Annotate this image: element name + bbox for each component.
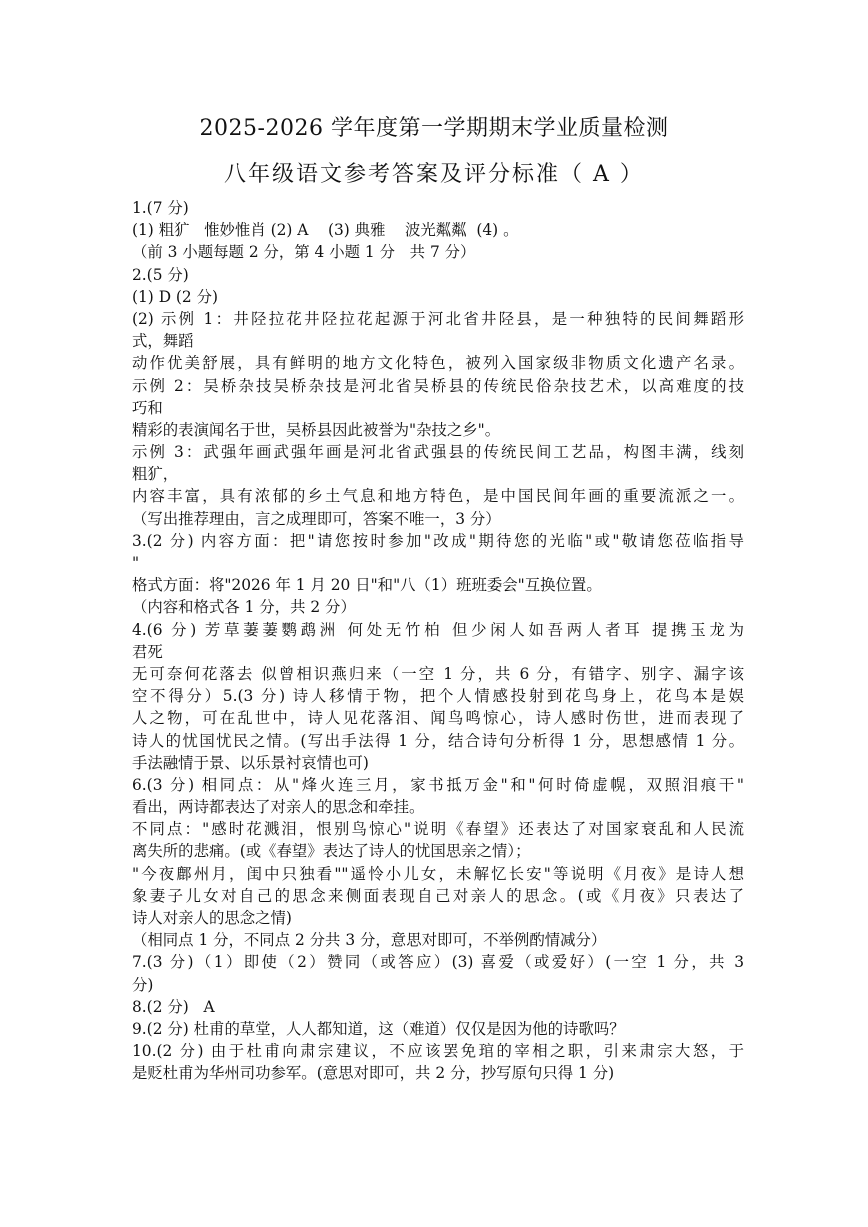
answer-line: 10.(2 分) 由于杜甫向肃宗建议，不应该罢免琯的宰相之职，引来肃宗大怒，于: [132, 1042, 744, 1061]
answer-line: 1.(7 分): [132, 199, 189, 217]
answer-line: （前 3 小题每题 2 分，第 4 小题 1 分 共 7 分）: [132, 243, 476, 262]
answer-line: 示例 2：吴桥杂技吴桥杂技是河北省吴桥县的传统民俗杂技艺术，以高难度的技: [132, 376, 744, 395]
answer-line: 粗犷，: [132, 465, 179, 484]
answer-line: 象妻子儿女对自己的思念来侧面表现自己对亲人的思念。(或《月夜》只表达了: [132, 886, 744, 905]
answer-line: 动作优美舒展，具有鲜明的地方文化特色，被列入国家级非物质文化遗产名录。: [132, 354, 744, 373]
answer-body: [132, 197, 744, 1085]
answer-line: 分): [132, 975, 154, 994]
answer-line: (1) 粗犷 惟妙惟肖 (2) A (3) 典雅 波光粼粼 (4) 。: [132, 221, 519, 240]
answer-line: ": [132, 554, 140, 572]
answer-line: 内容丰富，具有浓郁的乡土气息和地方特色，是中国民间年画的重要流派之一。: [132, 487, 744, 506]
answer-line: 君死: [132, 642, 163, 661]
answer-line: 9.(2 分) 杜甫的草堂，人人都知道，这（难道）仅仅是因为他的诗歌吗？: [132, 1019, 625, 1038]
answer-line: （内容和格式各 1 分，共 2 分）: [132, 598, 356, 617]
answer-line: （相同点 1 分，不同点 2 分共 3 分，意思对即可，不举例酌情减分）: [132, 931, 607, 950]
answer-line: 诗人对亲人的思念之情): [132, 909, 292, 927]
answer-line: 诗人的忧国忧民之情。(写出手法得 1 分，结合诗句分析得 1 分，思想感情 1 分。: [132, 731, 744, 750]
answer-line: 不同点："感时花溅泪，恨别鸟惊心"说明《春望》还表达了对国家衰乱和人民流: [132, 820, 744, 839]
answer-line: 是贬杜甫为华州司功参军。(意思对即可，共 2 分，抄写原句只得 1 分): [132, 1064, 615, 1083]
answer-line: 2.(5 分): [132, 265, 189, 284]
document-title: 2025-2026 学年度第一学期期末学业质量检测: [199, 116, 669, 141]
answer-line: 7.(3 分)（1）即使（2）赞同（或答应）(3) 喜爱（或爱好）(一空 1 分，共 3: [132, 953, 744, 972]
document-subtitle: 八年级语文参考答案及评分标准（ A ）: [224, 162, 644, 187]
answer-line: 格式方面：将"2026 年 1 月 20 日"和"八（1）班班委会"互换位置。: [132, 576, 602, 595]
answer-line: 手法融情于景、以乐景衬哀情也可): [132, 753, 369, 772]
answer-line: 3.(2 分) 内容方面：把"请您按时参加"改成"期待您的光临"或"敬请您莅临指导: [132, 531, 744, 550]
answer-line: 式，舞蹈: [132, 332, 194, 351]
answer-line: 巧和: [132, 398, 163, 417]
answer-line: 6.(3 分) 相同点：从"烽火连三月，家书抵万金"和"何时倚虚幌，双照泪痕干": [132, 775, 744, 794]
answer-line: 8.(2 分) A: [132, 997, 215, 1016]
answer-line: （写出推荐理由，言之成理即可，答案不唯一，3 分）: [132, 509, 501, 528]
answer-line: 人之物，可在乱世中，诗人见花落泪、闻鸟鸣惊心，诗人感时伤世，进而表现了: [132, 709, 744, 728]
answer-line: 示例 3：武强年画武强年画是河北省武强县的传统民间工艺品，构图丰满，线刻: [132, 443, 744, 462]
answer-line: "今夜鄜州月，闺中只独看""遥怜小儿女，未解忆长安"等说明《月夜》是诗人想: [132, 864, 744, 883]
answer-line: 4.(6 分) 芳草萋萋鹦鹉洲 何处无竹柏 但少闲人如吾两人者耳 提携玉龙为: [132, 620, 744, 639]
answer-line: (2) 示例 1：井陉拉花井陉拉花起源于河北省井陉县，是一种独特的民间舞蹈形: [132, 309, 744, 328]
answer-line: 看出，两诗都表达了对亲人的思念和牵挂。: [132, 798, 425, 817]
answer-line: 离失所的悲痛。(或《春望》表达了诗人的忧国思亲之情）；: [132, 842, 531, 861]
answer-line: (1) D (2 分): [132, 287, 219, 306]
answer-line: 精彩的表演闻名于世，吴桥县因此被誉为"杂技之乡"。: [132, 420, 501, 439]
answer-line: 无可奈何花落去 似曾相识燕归来（一空 1 分，共 6 分，有错字、别字、漏字该: [132, 664, 744, 683]
answer-line: 空不得分）5.(3 分) 诗人移情于物，把个人情感投射到花鸟身上，花鸟本是娱: [132, 687, 744, 706]
